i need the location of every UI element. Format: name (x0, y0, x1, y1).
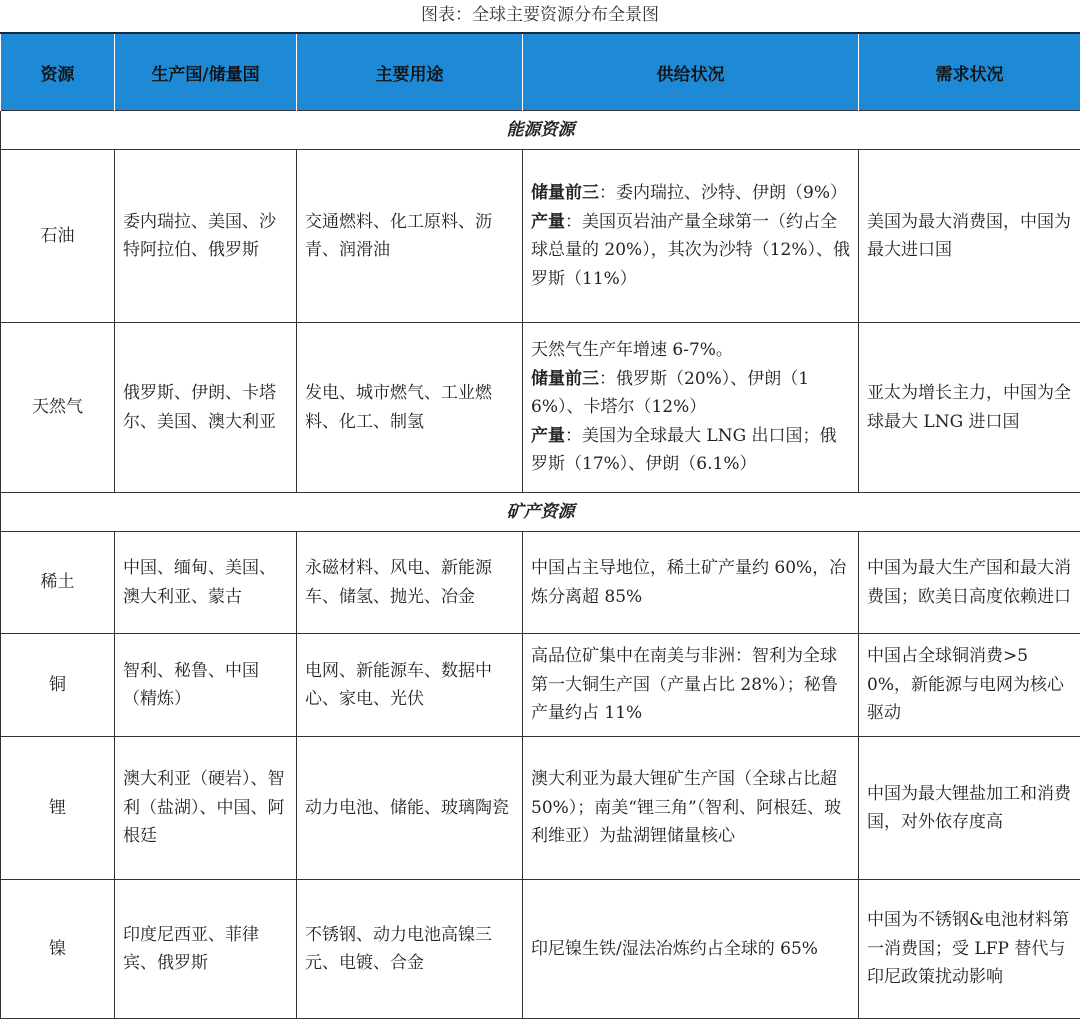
supply-keyword: 储量前三 (531, 183, 599, 203)
cell-producers: 智利、秘鲁、中国（精炼） (115, 634, 297, 737)
cell-demand: 美国为最大消费国，中国为最大进口国 (859, 150, 1080, 323)
table-row-nickel (1, 880, 1080, 1019)
cell-supply (523, 150, 859, 323)
cell-supply: 高品位矿集中在南美与非洲：智利为全球第一大铜生产国（产量占比 28%）；秘鲁产量约占 11% (523, 634, 859, 737)
cell-demand: 中国为不锈钢&电池材料第一消费国；受 LFP 替代与印尼政策扰动影响 (859, 880, 1080, 1019)
cell-uses: 永磁材料、风电、新能源车、储氢、抛光、冶金 (297, 532, 523, 634)
supply-text: ：美国页岩油产量全球第一（约占全球总量的 20%），其次为沙特（12%）、俄罗斯（11%） (531, 211, 850, 289)
cell-resource: 石油 (1, 150, 115, 323)
header-uses: 主要用途 (297, 34, 523, 111)
supply-keyword: 储量前三 (531, 368, 599, 389)
resource-table (0, 34, 1080, 1019)
header-producers: 生产国/储量国 (115, 34, 297, 111)
cell-demand: 亚太为增长主力，中国为全球最大 LNG 进口国 (859, 323, 1080, 493)
cell-uses: 电网、新能源车、数据中心、家电、光伏 (297, 634, 523, 737)
supply-text: ：俄罗斯（20%）、伊朗（16%）、卡塔尔（12%） (531, 368, 810, 418)
cell-demand: 中国为最大生产国和最大消费国；欧美日高度依赖进口 (859, 532, 1080, 634)
section-row-mineral (1, 493, 1080, 532)
cell-resource: 稀土 (1, 532, 115, 634)
table-row-gas (1, 323, 1080, 493)
table-row-oil (1, 150, 1080, 323)
supply-keyword: 产量 (531, 425, 565, 446)
chart-title: 图表：全球主要资源分布全景图 (421, 5, 659, 25)
header-row (1, 34, 1080, 111)
table-row-rare-earth (1, 532, 1080, 634)
cell-resource: 铜 (1, 634, 115, 737)
cell-resource: 镍 (1, 880, 115, 1019)
cell-demand: 中国为最大锂盐加工和消费国，对外依存度高 (859, 737, 1080, 880)
cell-producers: 澳大利亚（硬岩）、智利（盐湖）、中国、阿根廷 (115, 737, 297, 880)
cell-resource: 锂 (1, 737, 115, 880)
supply-text: ：美国为全球最大 LNG 出口国；俄罗斯（17%）、伊朗（6.1%） (531, 425, 837, 475)
table-row-lithium (1, 737, 1080, 880)
cell-supply (523, 323, 859, 493)
header-demand: 需求状况 (859, 34, 1080, 111)
cell-supply: 印尼镍生铁/湿法冶炼约占全球的 65% (523, 880, 859, 1019)
section-energy: 能源资源 (1, 111, 1080, 150)
cell-producers: 中国、缅甸、美国、澳大利亚、蒙古 (115, 532, 297, 634)
supply-text: 天然气生产年增速 6-7%。 (531, 340, 733, 361)
table-row-copper (1, 634, 1080, 737)
cell-uses: 动力电池、储能、玻璃陶瓷 (297, 737, 523, 880)
cell-supply: 中国占主导地位，稀土矿产量约 60%，冶炼分离超 85% (523, 532, 859, 634)
header-resource: 资源 (1, 34, 115, 111)
supply-keyword: 产量 (531, 211, 565, 232)
cell-supply: 澳大利亚为最大锂矿生产国（全球占比超 50%）；南美“锂三角”（智利、阿根廷、玻利维亚）为盐湖锂储量核心 (523, 737, 859, 880)
cell-producers: 委内瑞拉、美国、沙特阿拉伯、俄罗斯 (115, 150, 297, 323)
cell-producers: 俄罗斯、伊朗、卡塔尔、美国、澳大利亚 (115, 323, 297, 493)
cell-uses: 不锈钢、动力电池高镍三元、电镀、合金 (297, 880, 523, 1019)
header-supply: 供给状况 (523, 34, 859, 111)
section-row-energy (1, 111, 1080, 150)
cell-uses: 发电、城市燃气、工业燃料、化工、制氢 (297, 323, 523, 493)
cell-uses: 交通燃料、化工原料、沥青、润滑油 (297, 150, 523, 323)
cell-producers: 印度尼西亚、菲律宾、俄罗斯 (115, 880, 297, 1019)
cell-demand: 中国占全球铜消费>50%，新能源与电网为核心驱动 (859, 634, 1080, 737)
section-mineral: 矿产资源 (1, 493, 1080, 532)
supply-text: ：委内瑞拉、沙特、伊朗（9%） (599, 183, 847, 203)
cell-resource: 天然气 (1, 323, 115, 493)
